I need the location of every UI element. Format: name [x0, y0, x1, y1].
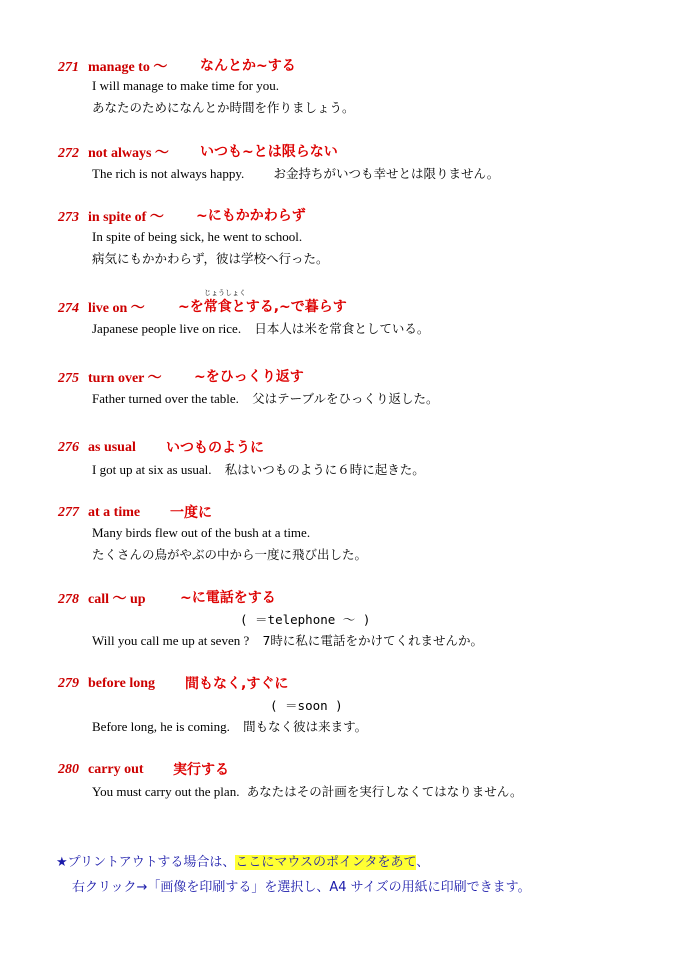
- entry-phrase: manage to ～: [88, 60, 168, 75]
- synonym-note: ( ＝soon ): [270, 698, 343, 713]
- entry-number: 280: [58, 762, 79, 777]
- entry-meaning: 実行する: [173, 762, 229, 778]
- entry-phrase: at a time: [88, 505, 141, 520]
- entry-phrase: turn over ～: [88, 371, 162, 386]
- entry-meaning: いつも~とは限らない: [200, 144, 338, 160]
- example-ja: あなたのためになんとか時間を作りましょう。: [92, 100, 355, 115]
- example-en: [92, 782, 522, 800]
- print-instruction-line-1: [56, 851, 429, 870]
- example-en-text: You must carry out the plan.: [92, 784, 240, 799]
- print-instruction-text: プリントアウトする場合は、: [67, 855, 236, 870]
- entry-meaning: ~を常食とする,~で暮らす: [178, 299, 347, 315]
- example-ja: 私はいつものように６時に起きた。: [224, 462, 425, 477]
- example-en-text: Father turned over the table.: [92, 391, 239, 406]
- print-instruction-line-2: 右クリック→「画像を印刷する」を選択し、A4 サイズの用紙に印刷できます。: [72, 880, 531, 895]
- entry-meaning: なんとか~する: [200, 58, 296, 74]
- entry-number: 278: [58, 592, 79, 607]
- example-ja: 父はテーブルをひっくり返した。: [252, 391, 439, 406]
- entry-meaning: いつものように: [166, 440, 264, 456]
- entry-meaning: 間もなく,すぐに: [185, 676, 289, 692]
- example-ja: 7時に私に電話をかけてくれませんか。: [262, 633, 483, 648]
- synonym-note: ( ＝telephone ～ ): [240, 612, 371, 627]
- example-en: [92, 164, 499, 182]
- example-en: [92, 717, 367, 735]
- example-en-text: The rich is not always happy.: [92, 166, 245, 181]
- print-instruction-comma: 、: [416, 855, 430, 870]
- example-en-text: Before long, he is coming.: [92, 719, 230, 734]
- example-en: [92, 631, 483, 649]
- example-ja: あなたはその計画を実行しなくてはなりません。: [246, 784, 523, 799]
- entry-phrase: live on ～: [88, 301, 145, 316]
- example-ja: たくさんの鳥がやぶの中から一度に飛び出した。: [92, 547, 368, 562]
- entry-number: 271: [58, 60, 79, 75]
- entry-number: 272: [58, 146, 79, 161]
- entry-meaning: ~をひっくり返す: [194, 369, 304, 385]
- entry-phrase: in spite of ～: [88, 210, 164, 225]
- entry-meaning: 一度に: [170, 505, 212, 521]
- entry-number: 277: [58, 505, 79, 520]
- example-en: I will manage to make time for you.: [92, 78, 280, 93]
- entry-meaning: ~にもかかわらず: [196, 208, 306, 224]
- entry-phrase: as usual: [88, 440, 136, 455]
- example-ja: 病気にもかかわらず，彼は学校へ行った。: [92, 251, 329, 266]
- entry-number: 273: [58, 210, 79, 225]
- example-en-text: I got up at six as usual.: [92, 462, 212, 477]
- ruby-reading: じょうしょく: [204, 289, 246, 297]
- entry-number: 275: [58, 371, 79, 386]
- example-en: [92, 389, 439, 407]
- entry-number: 276: [58, 440, 79, 455]
- example-ja: お金持ちがいつも幸せとは限りません。: [273, 166, 500, 181]
- example-en: Many birds flew out of the bush at a time.: [92, 525, 311, 540]
- entry-phrase: call ～ up: [88, 592, 146, 607]
- mouse-pointer-hint[interactable]: ここにマウスのポインタをあて: [235, 855, 417, 870]
- entry-phrase: not always ～: [88, 146, 169, 161]
- entry-phrase: before long: [88, 676, 156, 691]
- entry-meaning: ~に電話をする: [180, 590, 276, 606]
- example-en-text: Japanese people live on rice.: [92, 321, 242, 336]
- entry-number: 279: [58, 676, 79, 691]
- star-icon: ★: [56, 855, 68, 870]
- example-en: [92, 319, 429, 337]
- entry-phrase: carry out: [88, 762, 144, 777]
- example-ja: 日本人は米を常食としている。: [254, 321, 430, 336]
- entry-number: 274: [58, 301, 79, 316]
- example-en: In spite of being sick, he went to school.: [92, 229, 303, 244]
- example-en-text: Will you call me up at seven ?: [92, 633, 250, 648]
- example-ja: 間もなく彼は来ます。: [243, 719, 368, 734]
- example-en: [92, 460, 425, 478]
